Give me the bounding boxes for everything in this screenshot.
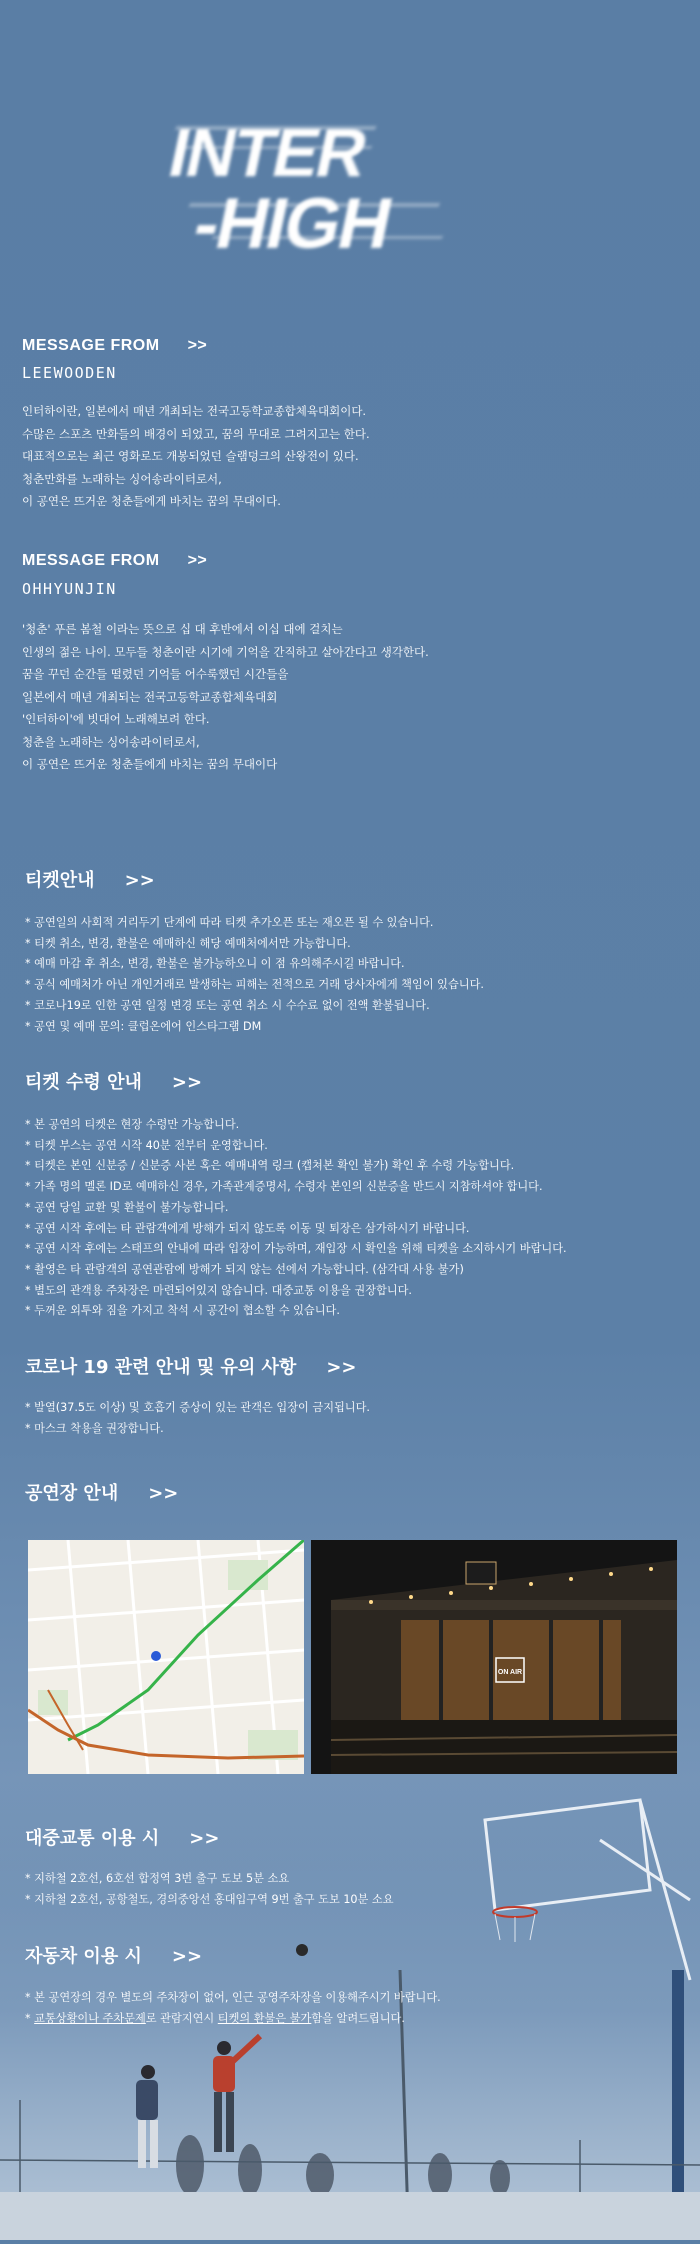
message-line: 인생의 젊은 나이. 모두들 청춘이란 시기에 기억을 간직하고 살아간다고 생각한다.: [22, 644, 429, 659]
list-item: * 공연일의 사회적 거리두기 단계에 따라 티켓 추가오픈 또는 재오픈 될 수 있습니다.: [25, 916, 434, 929]
list-item: * 예매 마감 후 취소, 변경, 환불은 불가능하오니 이 점 유의해주시길 바랍니다.: [25, 957, 405, 971]
list-item: * 공연 및 예매 문의: 클럽온에어 인스타그램 DM: [25, 1019, 262, 1033]
underlined-text: 티켓의 환불은 불가: [217, 2011, 312, 2025]
list-item: * 공식 예매처가 아닌 개인거래로 발생하는 피해는 전적으로 거래 당사자에게 책임이 있습니다.: [25, 978, 484, 992]
covid-notice-list: [25, 1398, 675, 1439]
location-pin-icon: [151, 1651, 161, 1661]
arrow-icon: >>: [148, 1483, 179, 1504]
venue-title: [25, 1479, 178, 1505]
arrow-icon: >>: [171, 1072, 203, 1093]
list-item: * 코로나19로 인한 공연 일정 변경 또는 공연 취소 시 수수료 없이 전액 환불됩니다.: [25, 998, 430, 1012]
list-item: * 본 공연장의 경우 별도의 주차장이 없어, 인근 공영주차장을 이용해주시기 바랍니다.: [25, 1991, 441, 2004]
logo-line1: INTER: [162, 114, 373, 191]
arrow-icon: >>: [326, 1357, 357, 1378]
message-body-1: [22, 400, 672, 513]
list-item: [25, 2009, 675, 2030]
arrow-icon: >>: [124, 870, 155, 891]
arrow-icon: >>: [189, 1828, 220, 1849]
message-line: '인터하이'에 빗대어 노래해보려 한다.: [22, 712, 210, 726]
transit-title-text: 대중교통 이용 시: [25, 1828, 160, 1849]
message-line: '청춘' 푸른 봄철 이라는 뜻으로 십 대 후반에서 이십 대에 걸치는: [22, 622, 343, 636]
list-item: * 티켓 취소, 변경, 환불은 예매하신 해당 예매처에서만 가능합니다.: [25, 936, 351, 950]
transit-title: [25, 1824, 219, 1850]
message-line: 수많은 스포츠 만화들의 배경이 되었고, 꿈의 무대로 그려지고는 한다.: [22, 426, 370, 441]
inter-high-logo: [150, 108, 550, 258]
venue-photo: [311, 1540, 677, 1774]
logo-line2: -HIGH: [186, 183, 398, 258]
list-item: * 가족 명의 멜론 ID로 예매하신 경우, 가족관계증명서, 수령자 본인의 신분증을 반드시 지참하셔야 합니다.: [25, 1180, 543, 1194]
covid-notice-title: [25, 1353, 356, 1379]
ticket-pickup-title-text: 티켓 수령 안내: [25, 1072, 142, 1093]
on-air-sign: ON AIR: [497, 1669, 523, 1676]
message-line: 꿈을 꾸던 순간들 떨렸던 기억들 어수룩했던 시간들을: [22, 667, 289, 681]
text-part: 로 관람지연시: [145, 2011, 218, 2025]
venue-photo-drawing: [311, 1540, 677, 1774]
message-line: 인터하이란, 일본에서 매년 개최되는 전국고등학교종합체육대회이다.: [22, 404, 367, 418]
ticket-pickup-title: [25, 1068, 202, 1094]
ticket-info-title: [25, 866, 155, 892]
list-item: * 촬영은 타 관람객의 공연관람에 방해가 되지 않는 선에서 가능합니다. (삼각대 사용 불가): [25, 1262, 464, 1276]
ticket-pickup-list: [25, 1115, 675, 1322]
car-title: [25, 1942, 202, 1968]
list-item: * 발열(37.5도 이상) 및 호흡기 증상이 있는 관객은 입장이 금지됩니다.: [25, 1401, 370, 1414]
car-list: [25, 1988, 675, 2029]
message-line: 이 공연은 뜨거운 청춘들에게 바치는 꿈의 무대이다: [22, 757, 278, 771]
venue-title-text: 공연장 안내: [25, 1483, 119, 1504]
message-heading-text: MESSAGE FROM: [22, 337, 160, 354]
list-item: * 티켓 부스는 공연 시작 40분 전부터 운영합니다.: [25, 1138, 268, 1152]
list-item: * 본 공연의 티켓은 현장 수령만 가능합니다.: [25, 1118, 240, 1131]
message-line: 청춘을 노래하는 싱어송라이터로서,: [22, 734, 200, 749]
list-item: * 공연 시작 후에는 타 관람객에게 방해가 되지 않도록 이동 및 퇴장은 삼가하시기 바랍니다.: [25, 1221, 470, 1235]
message-heading-1: [22, 337, 207, 355]
message-line: 청춘만화를 노래하는 싱어송라이터로서,: [22, 471, 222, 486]
venue-map[interactable]: [28, 1540, 304, 1774]
message-author-2: OHHYUNJIN: [22, 580, 117, 598]
ticket-info-list: [25, 913, 675, 1037]
ticket-info-title-text: 티켓안내: [25, 870, 95, 891]
message-author-1: LEEWOODEN: [22, 364, 117, 382]
map-drawing: [28, 1540, 304, 1774]
message-heading-text: MESSAGE FROM: [22, 552, 160, 569]
text-part: 함을 알려드립니다.: [311, 2011, 405, 2025]
list-item: * 별도의 관객용 주차장은 마련되어있지 않습니다. 대중교통 이용을 권장합니다.: [25, 1283, 412, 1297]
list-item: * 지하철 2호선, 6호선 합정역 3번 출구 도보 5분 소요: [25, 1872, 290, 1885]
car-title-text: 자동차 이용 시: [25, 1946, 142, 1967]
list-item: * 티켓은 본인 신분증 / 신분증 사본 혹은 예매내역 링크 (캡쳐본 확인 불가) 확인 후 수령 가능합니다.: [25, 1159, 515, 1173]
message-line: 대표적으로는 최근 영화로도 개봉되었던 슬램덩크의 산왕전이 있다.: [22, 449, 359, 463]
arrow-icon: >>: [187, 552, 208, 569]
list-item: * 공연 당일 교환 및 환불이 불가능합니다.: [25, 1200, 229, 1214]
text-part: *: [25, 2011, 35, 2025]
covid-notice-title-text: 코로나 19 관련 안내 및 유의 사항: [25, 1357, 297, 1378]
arrow-icon: >>: [171, 1946, 203, 1967]
message-heading-2: [22, 552, 207, 570]
list-item: * 두꺼운 외투와 짐을 가지고 착석 시 공간이 협소할 수 있습니다.: [25, 1304, 340, 1318]
message-body-2: [22, 618, 672, 776]
list-item: * 공연 시작 후에는 스태프의 안내에 따라 입장이 가능하며, 재입장 시 확인을 위해 티켓을 소지하시기 바랍니다.: [25, 1242, 567, 1256]
arrow-icon: >>: [187, 337, 208, 354]
list-item: * 마스크 착용을 권장합니다.: [25, 1421, 164, 1435]
list-item: * 지하철 2호선, 공항철도, 경의중앙선 홍대입구역 9번 출구 도보 10분 소요: [25, 1892, 394, 1906]
message-line: 일본에서 매년 개최되는 전국고등학교종합체육대회: [22, 689, 278, 704]
transit-list: [25, 1869, 675, 1910]
message-line: 이 공연은 뜨거운 청춘들에게 바치는 꿈의 무대이다.: [22, 494, 281, 508]
underlined-text: 교통상황이나 주차문제: [34, 2011, 146, 2025]
